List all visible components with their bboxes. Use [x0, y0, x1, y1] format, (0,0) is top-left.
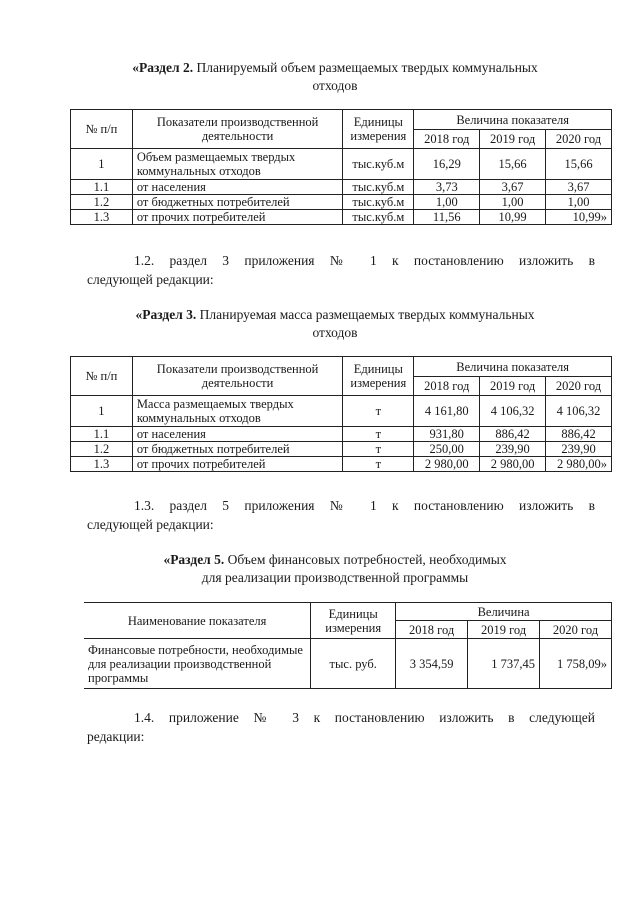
row-value-2020: 3,67: [546, 180, 612, 195]
row-unit: т: [343, 427, 414, 442]
table-row: [71, 210, 612, 225]
section5-title-bold: «Раздел 5.: [163, 552, 225, 567]
row-unit: т: [343, 457, 414, 472]
row-value-2018: 3 354,59: [396, 639, 468, 689]
row-value-2019: 3,67: [480, 180, 546, 195]
row-num: 1: [71, 396, 133, 427]
row-num: 1: [71, 149, 133, 180]
paragraph-1-3-line2: следующей редакции:: [87, 517, 214, 532]
row-value-2018: 250,00: [414, 442, 480, 457]
col-header-unit: Единицы измерения: [343, 110, 414, 149]
row-value-2018: 2 980,00: [414, 457, 480, 472]
row-num: 1.1: [71, 427, 133, 442]
col-header-value: Величина показателя: [414, 110, 612, 130]
row-value-2020: 15,66: [546, 149, 612, 180]
paragraph-1-4: [87, 708, 595, 746]
row-value-2020: 886,42: [546, 427, 612, 442]
table-row: [71, 180, 612, 195]
year-header: 2020 год: [546, 130, 612, 149]
paragraph-1-4-line1: 1.4. приложение № 3 к постановлению изложить в следующей: [134, 710, 595, 725]
table-row: [84, 639, 612, 689]
row-value-2019: 4 106,32: [480, 396, 546, 427]
section3-title-rest: Планируемая масса размещаемых твердых коммунальных: [196, 307, 535, 322]
col-header-value: Величина показателя: [414, 357, 612, 377]
row-value-2020: 239,90: [546, 442, 612, 457]
paragraph-1-3: [87, 496, 595, 534]
section3-table: [70, 356, 612, 472]
row-value-2019: 2 980,00: [480, 457, 546, 472]
year-header: 2020 год: [546, 377, 612, 396]
year-header: 2018 год: [414, 377, 480, 396]
year-header: 2019 год: [468, 621, 540, 639]
row-value-2019: 10,99: [480, 210, 546, 225]
section2-title-line2: отходов: [312, 78, 358, 93]
row-value-2019: 886,42: [480, 427, 546, 442]
row-unit: т: [343, 442, 414, 457]
row-name: Масса размещаемых твердых коммунальных отходов: [132, 396, 343, 427]
row-unit: тыс.куб.м: [343, 210, 414, 225]
section5-heading: [85, 551, 585, 587]
year-header: 2018 год: [414, 130, 480, 149]
year-header: 2020 год: [540, 621, 612, 639]
section5-title-line2: для реализации производственной программы: [201, 570, 469, 585]
row-value-2020: 10,99»: [546, 210, 612, 225]
col-header-num: № п/п: [71, 110, 133, 149]
year-header: 2018 год: [396, 621, 468, 639]
year-header: 2019 год: [480, 377, 546, 396]
row-name: от населения: [132, 427, 343, 442]
section2-heading: [85, 59, 585, 95]
row-value-2018: 16,29: [414, 149, 480, 180]
row-value-2019: 239,90: [480, 442, 546, 457]
row-unit: тыс.куб.м: [343, 195, 414, 210]
section2-table: [70, 109, 612, 225]
section3-title-bold: «Раздел 3.: [135, 307, 197, 322]
table-row: [71, 396, 612, 427]
row-unit: тыс.куб.м: [343, 180, 414, 195]
row-value-2020: 2 980,00»: [546, 457, 612, 472]
col-header-indicator: Показатели производственной деятельности: [132, 357, 343, 396]
row-unit: тыс.куб.м: [343, 149, 414, 180]
row-unit: тыс. руб.: [311, 639, 396, 689]
section2-title-bold: «Раздел 2.: [132, 60, 194, 75]
section2-title-rest: Планируемый объем размещаемых твердых коммунальных: [193, 60, 538, 75]
year-header: 2019 год: [480, 130, 546, 149]
paragraph-1-4-line2: редакции:: [87, 729, 145, 744]
table-row: [71, 149, 612, 180]
section5-table: [84, 602, 612, 689]
row-name: Объем размещаемых твердых коммунальных отходов: [132, 149, 343, 180]
row-value-2018: 931,80: [414, 427, 480, 442]
row-value-2020: 1,00: [546, 195, 612, 210]
col-header-unit: Единицы измерения: [311, 603, 396, 639]
row-value-2018: 4 161,80: [414, 396, 480, 427]
row-num: 1.1: [71, 180, 133, 195]
section3-title-line2: отходов: [312, 325, 358, 340]
section5-title-rest: Объем финансовых потребностей, необходимых: [224, 552, 507, 567]
row-num: 1.3: [71, 210, 133, 225]
col-header-indicator: Показатели производственной деятельности: [132, 110, 343, 149]
row-num: 1.2: [71, 195, 133, 210]
col-header-num: № п/п: [71, 357, 133, 396]
paragraph-1-2: [87, 251, 595, 289]
paragraph-1-3-line1: 1.3. раздел 5 приложения № 1 к постановлению изложить в: [134, 498, 595, 513]
col-header-unit: Единицы измерения: [343, 357, 414, 396]
col-header-indicator: Наименование показателя: [84, 603, 311, 639]
table-row: [71, 427, 612, 442]
row-value-2018: 1,00: [414, 195, 480, 210]
row-value-2019: 15,66: [480, 149, 546, 180]
table-row: [71, 442, 612, 457]
row-unit: т: [343, 396, 414, 427]
row-value-2018: 11,56: [414, 210, 480, 225]
row-name: Финансовые потребности, необходимые для реализации производственной программы: [84, 639, 311, 689]
paragraph-1-2-line1: 1.2. раздел 3 приложения № 1 к постановлению изложить в: [134, 253, 595, 268]
row-value-2020: 4 106,32: [546, 396, 612, 427]
table-row: [71, 195, 612, 210]
table-row: [71, 457, 612, 472]
row-name: от прочих потребителей: [132, 457, 343, 472]
row-value-2020: 1 758,09»: [540, 639, 612, 689]
row-value-2019: 1 737,45: [468, 639, 540, 689]
section3-heading: [85, 306, 585, 342]
row-value-2018: 3,73: [414, 180, 480, 195]
row-name: от прочих потребителей: [132, 210, 343, 225]
row-name: от бюджетных потребителей: [132, 442, 343, 457]
row-num: 1.2: [71, 442, 133, 457]
row-name: от бюджетных потребителей: [132, 195, 343, 210]
row-num: 1.3: [71, 457, 133, 472]
paragraph-1-2-line2: следующей редакции:: [87, 272, 214, 287]
row-value-2019: 1,00: [480, 195, 546, 210]
col-header-value: Величина: [396, 603, 612, 621]
row-name: от населения: [132, 180, 343, 195]
